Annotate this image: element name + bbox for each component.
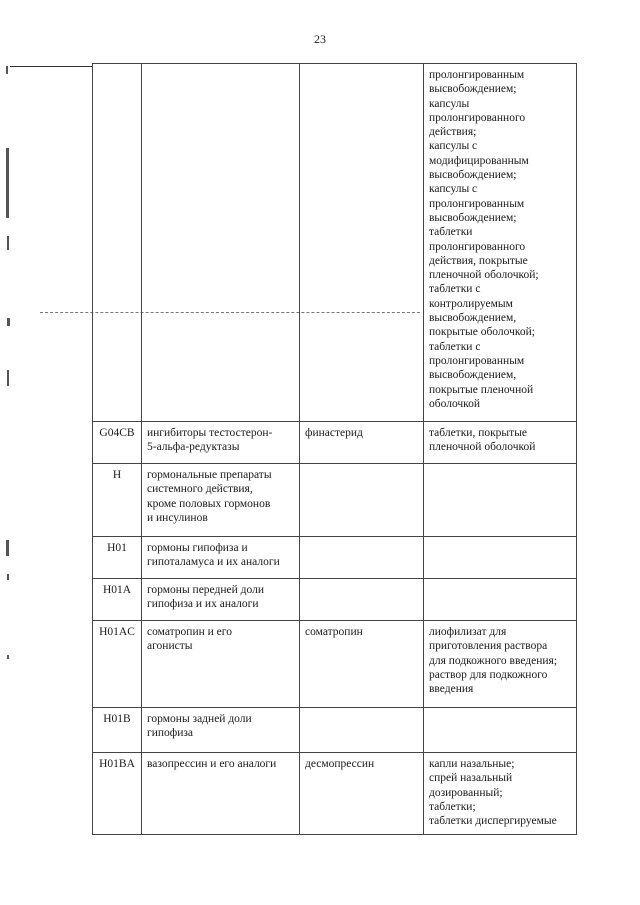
table-row [93,753,577,835]
atc-code-cell: H01AC [93,621,142,708]
table-row [93,579,577,621]
substance-cell: финастерид [300,422,424,464]
scan-mark [7,318,10,326]
scan-mark [7,655,9,659]
dosage-forms-cell: капли назальные; спрей назальный дозированный; таблетки; таблетки диспергируемые [424,753,577,835]
dosage-forms-cell: лиофилизат для приготовления раствора для подкожного введения; раствор для подкожного введения [424,621,577,708]
page-number: 23 [314,32,326,46]
scan-line [10,66,92,67]
group-cell: вазопрессин и его аналоги [142,753,300,835]
table-row [93,64,577,422]
scan-mark [7,574,9,580]
substance-cell [300,64,424,422]
scan-mark [6,148,9,218]
atc-code-cell: H01 [93,537,142,579]
atc-code-cell: G04CB [93,422,142,464]
table-row [93,621,577,708]
dosage-forms-cell [424,579,577,621]
atc-code-cell: H01B [93,708,142,753]
scan-mark [6,540,9,556]
scan-mark [7,370,9,386]
dosage-forms-cell [424,537,577,579]
group-cell: гормоны гипофиза и гипоталамуса и их аналоги [142,537,300,579]
scan-mark [6,66,8,74]
group-cell: гормональные препараты системного действия, кроме половых гормонов и инсулинов [142,464,300,537]
substance-cell: соматропин [300,621,424,708]
table-row [93,708,577,753]
table-row [93,537,577,579]
substance-cell [300,464,424,537]
dosage-forms-cell [424,464,577,537]
substance-cell [300,579,424,621]
atc-code-cell: H [93,464,142,537]
group-cell: соматропин и его агонисты [142,621,300,708]
table-row [93,422,577,464]
group-cell [142,64,300,422]
scan-mark [7,236,9,250]
substance-cell [300,537,424,579]
group-cell: гормоны передней доли гипофиза и их аналоги [142,579,300,621]
group-cell: гормоны задней доли гипофиза [142,708,300,753]
group-cell: ингибиторы тестостерон- 5-альфа-редуктазы [142,422,300,464]
substance-cell: десмопрессин [300,753,424,835]
drug-table [92,63,577,835]
table-row [93,464,577,537]
dosage-forms-cell [424,708,577,753]
atc-code-cell: H01A [93,579,142,621]
substance-cell [300,708,424,753]
atc-code-cell: H01BA [93,753,142,835]
dosage-forms-cell: таблетки, покрытые пленочной оболочкой [424,422,577,464]
dosage-forms-cell: пролонгированным высвобождением; капсулы пролонгированного действия; капсулы с модифицированным высвобождением; капсулы с пролонгированным высвобождением; таблетки пролонгированного действия, покрытые пленочной оболочкой; таблетки с контролируемым высвобождением, покрытые оболочкой; таблетки с пролонгированным высвобождением, покрытые пленочной оболочкой [424,64,577,422]
atc-code-cell [93,64,142,422]
